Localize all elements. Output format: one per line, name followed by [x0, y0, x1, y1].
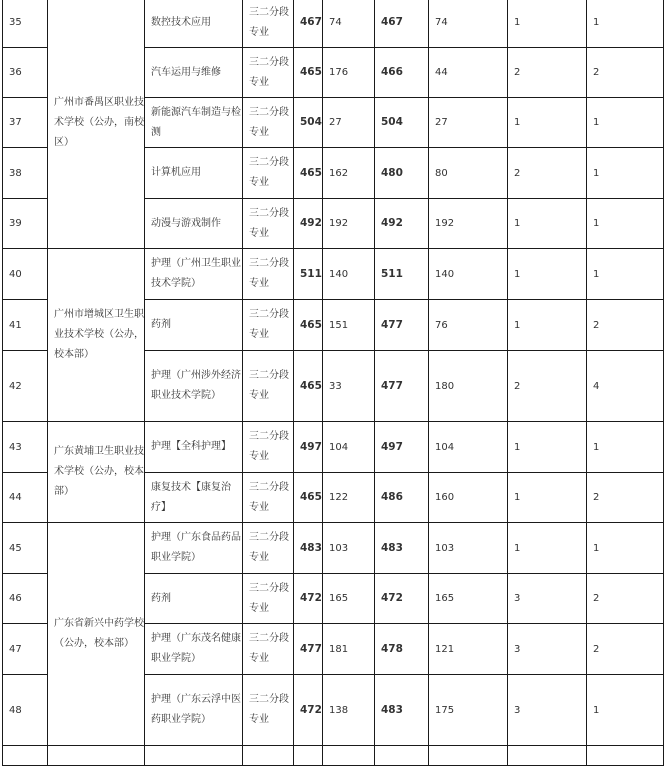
segment-type-cell: 三二分段专业 [243, 98, 294, 148]
min-rank-cell: 138 [323, 675, 375, 746]
segment-type-cell: 三二分段专业 [243, 473, 294, 523]
table-row [3, 422, 664, 473]
major-cell: 护理（广东食品药品职业学院） [145, 523, 243, 574]
row-number-cell: 38 [3, 148, 48, 199]
row-number-cell: 44 [3, 473, 48, 523]
count-cell-1: 1 [508, 300, 587, 351]
min-score-cell: 467 [294, 0, 323, 48]
min-score-cell: 465 [294, 351, 323, 422]
min-rank-cell: 162 [323, 148, 375, 199]
row-number-cell: 40 [3, 249, 48, 300]
count-cell-1: 3 [508, 574, 587, 624]
min-rank-cell: 33 [323, 351, 375, 422]
row-number-cell: 47 [3, 624, 48, 675]
major-cell: 汽车运用与维修 [145, 48, 243, 98]
major-cell: 护理（广州卫生职业技术学院） [145, 249, 243, 300]
max-rank-cell: 180 [429, 351, 508, 422]
count-cell-1: 3 [508, 675, 587, 746]
max-score-cell: 480 [375, 148, 429, 199]
segment-type-cell: 三二分段专业 [243, 199, 294, 249]
school-name-cell: 广州市增城区卫生职业技术学校（公办，校本部） [48, 249, 145, 422]
min-rank-cell: 151 [323, 300, 375, 351]
major-cell: 护理（广东茂名健康职业学院） [145, 624, 243, 675]
min-score-cell: 483 [294, 523, 323, 574]
admission-score-table [2, 0, 664, 766]
min-score-cell: 504 [294, 98, 323, 148]
max-rank-cell: 192 [429, 199, 508, 249]
min-score-cell: 465 [294, 48, 323, 98]
segment-type-cell: 三二分段专业 [243, 0, 294, 48]
count-cell-1: 2 [508, 148, 587, 199]
min-score-cell: 472 [294, 675, 323, 746]
min-score-cell: 472 [294, 574, 323, 624]
max-rank-cell: 140 [429, 249, 508, 300]
max-score-cell: 483 [375, 675, 429, 746]
empty-cell [323, 746, 375, 766]
min-score-cell: 465 [294, 473, 323, 523]
row-number-cell: 48 [3, 675, 48, 746]
min-rank-cell: 74 [323, 0, 375, 48]
major-cell: 护理（广州涉外经济职业技术学院） [145, 351, 243, 422]
count-cell-2: 2 [587, 574, 664, 624]
min-rank-cell: 140 [323, 249, 375, 300]
table-body [3, 0, 664, 766]
table-row [3, 0, 664, 48]
count-cell-1: 1 [508, 473, 587, 523]
count-cell-1: 2 [508, 351, 587, 422]
row-number-cell: 36 [3, 48, 48, 98]
count-cell-1: 1 [508, 422, 587, 473]
max-score-cell: 511 [375, 249, 429, 300]
count-cell-1: 1 [508, 249, 587, 300]
major-cell: 药剂 [145, 574, 243, 624]
min-score-cell: 465 [294, 148, 323, 199]
max-score-cell: 466 [375, 48, 429, 98]
major-cell: 护理【全科护理】 [145, 422, 243, 473]
segment-type-cell: 三二分段专业 [243, 523, 294, 574]
table-row [3, 746, 664, 766]
major-cell: 数控技术应用 [145, 0, 243, 48]
row-number-cell: 35 [3, 0, 48, 48]
count-cell-2: 1 [587, 0, 664, 48]
count-cell-2: 2 [587, 48, 664, 98]
max-score-cell: 477 [375, 351, 429, 422]
min-rank-cell: 27 [323, 98, 375, 148]
max-rank-cell: 80 [429, 148, 508, 199]
row-number-cell: 42 [3, 351, 48, 422]
empty-cell [375, 746, 429, 766]
row-number-cell: 43 [3, 422, 48, 473]
empty-cell [48, 746, 145, 766]
count-cell-2: 1 [587, 675, 664, 746]
max-rank-cell: 74 [429, 0, 508, 48]
count-cell-2: 2 [587, 473, 664, 523]
count-cell-2: 1 [587, 148, 664, 199]
min-rank-cell: 104 [323, 422, 375, 473]
school-name-cell: 广东省新兴中药学校（公办，校本部） [48, 523, 145, 746]
table-row [3, 523, 664, 574]
max-score-cell: 492 [375, 199, 429, 249]
min-score-cell: 477 [294, 624, 323, 675]
count-cell-2: 2 [587, 624, 664, 675]
empty-cell [429, 746, 508, 766]
max-rank-cell: 121 [429, 624, 508, 675]
major-cell: 康复技术【康复治疗】 [145, 473, 243, 523]
min-score-cell: 497 [294, 422, 323, 473]
max-score-cell: 472 [375, 574, 429, 624]
empty-cell [145, 746, 243, 766]
segment-type-cell: 三二分段专业 [243, 148, 294, 199]
segment-type-cell: 三二分段专业 [243, 48, 294, 98]
segment-type-cell: 三二分段专业 [243, 300, 294, 351]
max-rank-cell: 103 [429, 523, 508, 574]
empty-cell [587, 746, 664, 766]
segment-type-cell: 三二分段专业 [243, 574, 294, 624]
min-rank-cell: 165 [323, 574, 375, 624]
min-rank-cell: 122 [323, 473, 375, 523]
segment-type-cell: 三二分段专业 [243, 675, 294, 746]
major-cell: 计算机应用 [145, 148, 243, 199]
row-number-cell: 41 [3, 300, 48, 351]
school-name-cell: 广东黄埔卫生职业技术学校（公办，校本部） [48, 422, 145, 523]
empty-cell [243, 746, 294, 766]
segment-type-cell: 三二分段专业 [243, 249, 294, 300]
max-rank-cell: 160 [429, 473, 508, 523]
max-rank-cell: 76 [429, 300, 508, 351]
max-score-cell: 504 [375, 98, 429, 148]
max-rank-cell: 175 [429, 675, 508, 746]
row-number-cell: 45 [3, 523, 48, 574]
segment-type-cell: 三二分段专业 [243, 422, 294, 473]
count-cell-1: 1 [508, 199, 587, 249]
major-cell: 新能源汽车制造与检测 [145, 98, 243, 148]
school-name-cell: 广州市番禺区职业技术学校（公办，南校区） [48, 0, 145, 249]
count-cell-1: 1 [508, 98, 587, 148]
max-rank-cell: 44 [429, 48, 508, 98]
max-score-cell: 486 [375, 473, 429, 523]
empty-cell [294, 746, 323, 766]
min-score-cell: 465 [294, 300, 323, 351]
count-cell-2: 1 [587, 199, 664, 249]
count-cell-2: 2 [587, 300, 664, 351]
max-score-cell: 478 [375, 624, 429, 675]
row-number-cell: 39 [3, 199, 48, 249]
major-cell: 护理（广东云浮中医药职业学院） [145, 675, 243, 746]
count-cell-1: 1 [508, 0, 587, 48]
max-rank-cell: 104 [429, 422, 508, 473]
row-number-cell: 37 [3, 98, 48, 148]
max-score-cell: 497 [375, 422, 429, 473]
min-rank-cell: 103 [323, 523, 375, 574]
max-score-cell: 477 [375, 300, 429, 351]
max-score-cell: 483 [375, 523, 429, 574]
count-cell-2: 1 [587, 249, 664, 300]
min-rank-cell: 181 [323, 624, 375, 675]
count-cell-1: 2 [508, 48, 587, 98]
min-score-cell: 492 [294, 199, 323, 249]
major-cell: 动漫与游戏制作 [145, 199, 243, 249]
count-cell-2: 1 [587, 523, 664, 574]
min-rank-cell: 192 [323, 199, 375, 249]
table-row [3, 249, 664, 300]
count-cell-1: 3 [508, 624, 587, 675]
segment-type-cell: 三二分段专业 [243, 351, 294, 422]
max-rank-cell: 27 [429, 98, 508, 148]
empty-cell [3, 746, 48, 766]
count-cell-2: 1 [587, 422, 664, 473]
count-cell-2: 4 [587, 351, 664, 422]
segment-type-cell: 三二分段专业 [243, 624, 294, 675]
row-number-cell: 46 [3, 574, 48, 624]
min-score-cell: 511 [294, 249, 323, 300]
count-cell-1: 1 [508, 523, 587, 574]
empty-cell [508, 746, 587, 766]
min-rank-cell: 176 [323, 48, 375, 98]
max-rank-cell: 165 [429, 574, 508, 624]
max-score-cell: 467 [375, 0, 429, 48]
major-cell: 药剂 [145, 300, 243, 351]
count-cell-2: 1 [587, 98, 664, 148]
